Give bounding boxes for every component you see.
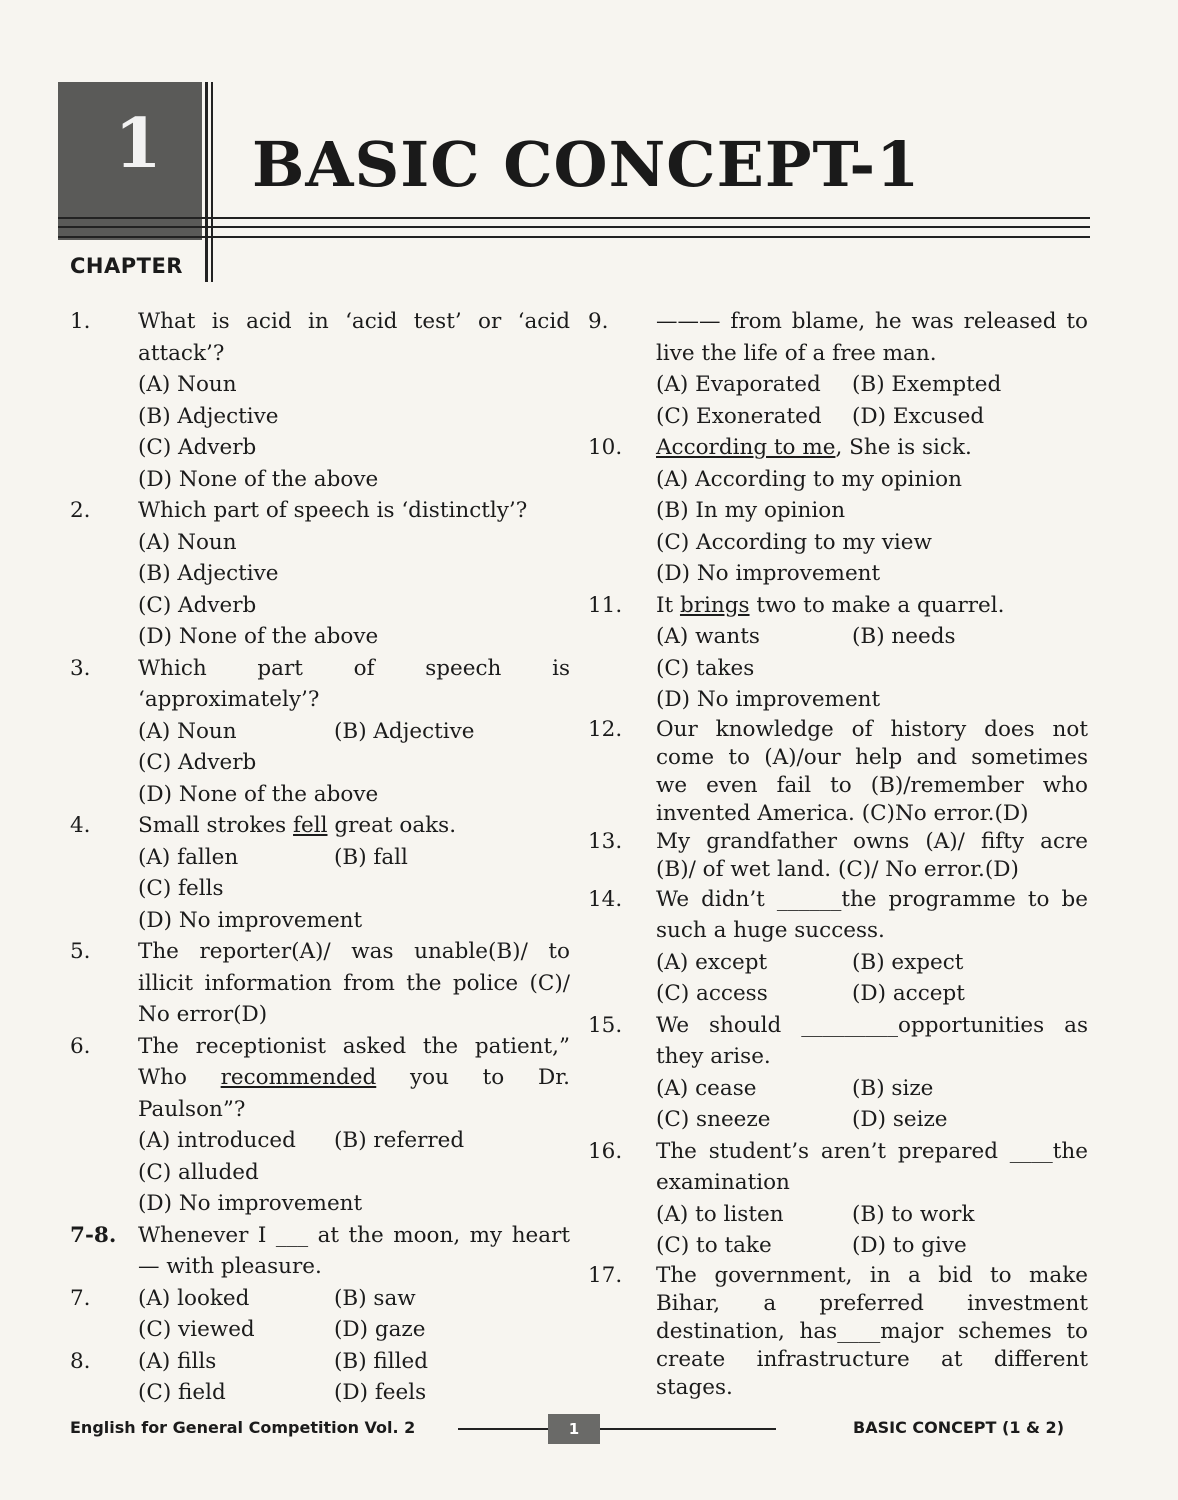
question-13: 13. My grandfather owns (A)/ fifty acre (B)/ of wet land. (C)/ No error.(D) bbox=[588, 828, 1088, 882]
question-5: 5. The reporter(A)/ was unable(B)/ to illicit information from the police (C)/ No error(D) bbox=[70, 939, 570, 1027]
right-column bbox=[588, 306, 1088, 1402]
question-8: 8. (A) fills (B) filled bbox=[70, 1348, 428, 1374]
question-1: 1. What is acid in ‘acid test’ or ‘acid attack’? bbox=[70, 309, 570, 366]
question-9: 9. ——— from blame, he was released to live the life of a free man. bbox=[588, 309, 1088, 366]
page-footer bbox=[70, 1414, 1070, 1444]
option: (D) None of the above bbox=[138, 624, 379, 649]
question-7-8: 7-8. Whenever I ___ at the moon, my heart — with pleasure. bbox=[70, 1222, 570, 1279]
question-15: 15. We should _________opportunities as they arise. bbox=[588, 1012, 1088, 1069]
option: (C) Adverb bbox=[138, 592, 257, 618]
title-rule-3 bbox=[58, 236, 1090, 238]
option-row: (C) viewed (D) gaze bbox=[138, 1317, 426, 1342]
option: (A) According to my opinion bbox=[656, 466, 962, 492]
option-row: (A) introduced (B) referred bbox=[138, 1128, 465, 1153]
option: (D) No improvement bbox=[656, 561, 881, 586]
option-row: (A) wants (B) needs bbox=[656, 624, 956, 649]
option: (D) No improvement bbox=[138, 907, 363, 933]
option: (A) Noun bbox=[138, 372, 237, 397]
question-4: 4. Small strokes fell great oaks. bbox=[70, 813, 457, 838]
question-11: 11. It brings two to make a quarrel. bbox=[588, 592, 1005, 618]
chapter-label: CHAPTER bbox=[70, 254, 183, 278]
option-row: (A) fallen (B) fall bbox=[138, 844, 408, 870]
title-rule-1 bbox=[58, 217, 1090, 219]
page-number: 1 bbox=[548, 1414, 600, 1444]
option: (A) Noun bbox=[138, 529, 237, 555]
option: (B) Adjective bbox=[138, 403, 279, 429]
option-row: (C) Exonerated (D) Excused bbox=[656, 403, 985, 429]
vertical-rule-thin bbox=[211, 82, 213, 282]
option-row: (A) except (B) expect bbox=[656, 949, 964, 975]
left-column bbox=[70, 306, 570, 1409]
question-3: 3. Which part of speech is ‘approximately’? bbox=[70, 655, 570, 712]
option: (C) Adverb bbox=[138, 435, 257, 460]
section-title: BASIC CONCEPT (1 & 2) bbox=[853, 1418, 1064, 1437]
option-row: (A) Noun (B) Adjective bbox=[138, 718, 475, 744]
option: (C) fells bbox=[138, 876, 224, 901]
question-16: 16. The student’s aren’t prepared ____the examination bbox=[588, 1138, 1088, 1195]
option: (D) None of the above bbox=[138, 781, 379, 807]
option-row: (C) to take (D) to give bbox=[656, 1233, 967, 1258]
question-2: 2. Which part of speech is ‘distinctly’? bbox=[70, 498, 528, 523]
option: (C) According to my view bbox=[656, 529, 932, 555]
question-14: 14. We didn’t ______the programme to be such a huge success. bbox=[588, 886, 1088, 943]
option-row: (A) Evaporated (B) Exempted bbox=[656, 372, 1002, 397]
option-row: (C) field (D) feels bbox=[138, 1380, 427, 1405]
book-title: English for General Competition Vol. 2 bbox=[70, 1418, 416, 1437]
option: (C) alluded bbox=[138, 1159, 259, 1185]
option: (D) No improvement bbox=[138, 1191, 363, 1216]
option-row: (C) sneeze (D) seize bbox=[656, 1107, 948, 1132]
option-row: (A) to listen (B) to work bbox=[656, 1201, 975, 1227]
option-row: (C) access (D) accept bbox=[656, 981, 965, 1006]
option: (D) No improvement bbox=[656, 687, 881, 712]
footer-rule bbox=[458, 1428, 548, 1430]
question-17: 17. The government, in a bid to make Bihar, a preferred investment destination, has____major schemes to create infrastructure at different stages. bbox=[588, 1262, 1088, 1400]
option: (C) Adverb bbox=[138, 750, 257, 775]
question-10: 10. According to me, She is sick. bbox=[588, 435, 972, 460]
question-12: 12. Our knowledge of history does not come to (A)/our help and sometimes we even fail to (B)/remember who invented America. (C)No error.(D) bbox=[588, 716, 1088, 826]
option: (D) None of the above bbox=[138, 466, 379, 492]
vertical-rule bbox=[205, 82, 208, 282]
title-rule-2 bbox=[58, 226, 1090, 228]
footer-rule bbox=[600, 1428, 776, 1430]
question-6: 6. The receptionist asked the patient,” Who recommended you to Dr. Paulson”? bbox=[70, 1033, 570, 1122]
option: (B) Adjective bbox=[138, 561, 279, 586]
chapter-title: BASIC CONCEPT-1 bbox=[252, 128, 921, 201]
chapter-number: 1 bbox=[114, 104, 162, 184]
question-7: 7. (A) looked (B) saw bbox=[70, 1285, 416, 1311]
option: (B) In my opinion bbox=[656, 498, 846, 523]
option-row: (A) cease (B) size bbox=[656, 1075, 934, 1101]
option: (C) takes bbox=[656, 655, 755, 681]
